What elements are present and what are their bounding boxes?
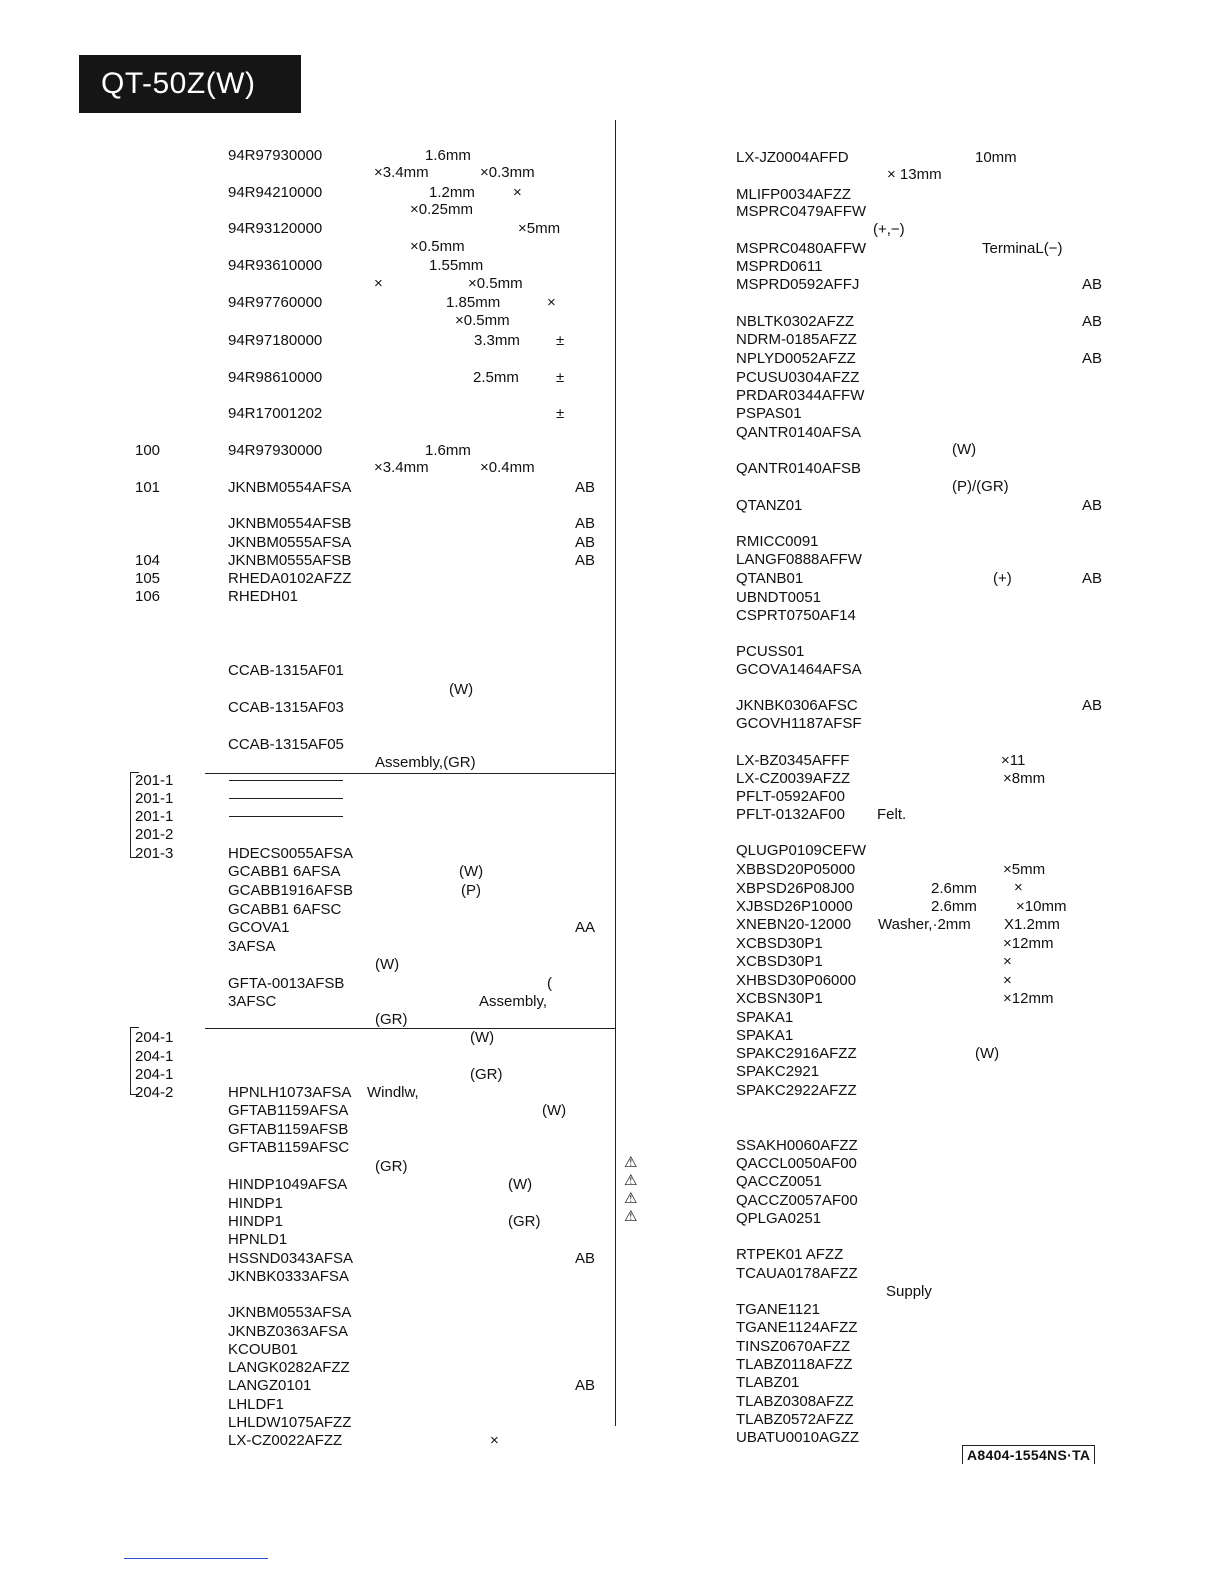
sub-note: X1.2mm [1004,916,1060,933]
part-code: 94R98610000 [228,369,323,386]
part-spec: 1.2mm [429,184,475,201]
sub-note: Assembly,(GR) [375,754,476,771]
part-code: LX-BZ0345AFFF [736,752,850,769]
part-rank: AB [575,515,596,532]
part-code: PCUSS01 [736,643,805,660]
part-code: GCOVA1 [228,919,290,936]
part-spec: (W) [542,1102,567,1119]
section-rule [205,1028,615,1029]
ref-number: 201-1 [135,772,174,789]
part-code: 3AFSC [228,993,277,1010]
part-spec: Felt. [877,806,907,823]
part-code: SPAKC2921 [736,1063,820,1080]
part-spec: 2.5mm [473,369,519,386]
part-code: CCAB-1315AF03 [228,699,344,716]
section-rule [205,773,615,774]
part-code: XBBSD20P05000 [736,861,856,878]
part-spec: 3.3mm [474,332,520,349]
part-spec: (P) [461,882,481,899]
part-spec-2: ×5mm [518,220,561,237]
sub-note: × [374,275,383,292]
part-code: HINDP1 [228,1213,284,1230]
part-code: UBATU0010AGZZ [736,1429,860,1446]
part-code: LANGK0282AFZZ [228,1359,350,1376]
part-code: HPNLD1 [228,1231,288,1248]
part-code: QANTR0140AFSA [736,424,862,441]
part-code: 94R93120000 [228,220,323,237]
part-code: GFTAB1159AFSB [228,1121,349,1138]
part-code: XJBSD26P10000 [736,898,853,915]
part-rank: AB [575,1377,596,1394]
part-code: JKNBZ0363AFSA [228,1323,349,1340]
part-code: QTANB01 [736,570,804,587]
part-spec: 2.6mm [931,880,977,897]
part-rank: AB [1082,313,1103,330]
group-bracket [130,772,139,858]
part-code: LANGF0888AFFW [736,551,862,568]
sub-note: (P)/(GR) [952,478,1009,495]
part-code: CCAB-1315AF01 [228,662,344,679]
part-code: XCBSD30P1 [736,935,823,952]
part-code: HSSND0343AFSA [228,1250,354,1267]
ref-number: 201-1 [135,790,174,807]
part-rank: AB [575,552,596,569]
part-code: MSPRD0611 [736,258,823,275]
part-spec: TerminaL(−) [982,240,1063,257]
part-rank: AB [1082,276,1103,293]
part-spec: 1.6mm [425,442,471,459]
part-code: CCAB-1315AF05 [228,736,344,753]
part-code: GCABB1 6AFSC [228,901,342,918]
part-code: 94R17001202 [228,405,323,422]
part-spec: (W) [508,1176,533,1193]
sub-note: (GR) [375,1158,408,1175]
part-code: GFTA-0013AFSB [228,975,345,992]
part-spec: ×5mm [1003,861,1046,878]
part-code: TLABZ0308AFZZ [736,1393,854,1410]
part-code: 94R97930000 [228,442,323,459]
part-code: TINSZ0670AFZZ [736,1338,851,1355]
part-code: 94R97180000 [228,332,323,349]
part-code: GFTAB1159AFSA [228,1102,349,1119]
ref-number: 204-1 [135,1029,174,1046]
warning-icon: ⚠ [624,1172,638,1189]
part-rank: AB [1082,697,1103,714]
part-code: SPAKC2916AFZZ [736,1045,857,1062]
part-code: 94R94210000 [228,184,323,201]
part-spec: 1.55mm [429,257,484,274]
sub-note: ×3.4mm [374,459,429,476]
part-spec: Windlw, [367,1084,419,1101]
sub-note: ×0.25mm [410,201,473,218]
part-spec: × [1003,953,1012,970]
part-spec: (W) [975,1045,1000,1062]
blank-code-dash [229,816,343,817]
part-spec-2: ± [556,332,565,349]
part-code: QACCZ0051 [736,1173,822,1190]
part-code: GCOVH1187AFSF [736,715,862,732]
part-code: NPLYD0052AFZZ [736,350,856,367]
part-code: JKNBM0555AFSB [228,552,352,569]
group-bracket [130,1027,139,1095]
ref-number: 105 [135,570,161,587]
part-code: XCBSN30P1 [736,990,823,1007]
part-code: HPNLH1073AFSA [228,1084,352,1101]
ref-number: 204-2 [135,1084,174,1101]
part-code: HINDP1049AFSA [228,1176,348,1193]
part-code: JKNBM0554AFSA [228,479,352,496]
sub-note: × 13mm [887,166,942,183]
sub-note: ×0.3mm [480,164,535,181]
part-code: TLABZ0118AFZZ [736,1356,853,1373]
part-code: LX-CZ0022AFZZ [228,1432,343,1449]
part-code: 94R97760000 [228,294,323,311]
part-code: KCOUB01 [228,1341,299,1358]
part-code: JKNBM0555AFSA [228,534,352,551]
sub-note: ×0.5mm [468,275,523,292]
ref-number: 201-1 [135,808,174,825]
part-rank: AB [1082,570,1103,587]
sub-note: ×10mm [1016,898,1067,915]
part-code: QLUGP0109CEFW [736,842,867,859]
ref-number: 101 [135,479,161,496]
footer-rule [124,1558,268,1559]
part-code: QACCL0050AF00 [736,1155,857,1172]
part-code: XNEBN20-12000 [736,916,852,933]
part-spec: (GR) [470,1066,503,1083]
part-code: SPAKA1 [736,1009,794,1026]
sub-note: ×0.5mm [410,238,465,255]
part-code: QPLGA0251 [736,1210,822,1227]
part-code: LHLDF1 [228,1396,284,1413]
part-spec-2: ± [556,369,565,386]
part-code: LX-CZ0039AFZZ [736,770,851,787]
model-title: QT-50Z(W) [79,55,301,113]
part-code: TLABZ01 [736,1374,800,1391]
sub-note: ×0.4mm [480,459,535,476]
ref-number: 204-1 [135,1066,174,1083]
part-code: XHBSD30P06000 [736,972,857,989]
part-code: SPAKC2922AFZZ [736,1082,857,1099]
part-code: XCBSD30P1 [736,953,823,970]
warning-icon: ⚠ [624,1154,638,1171]
part-spec: Assembly, [479,993,548,1010]
part-code: PSPAS01 [736,405,802,422]
part-code: LX-JZ0004AFFD [736,149,849,166]
part-code: 94R93610000 [228,257,323,274]
part-code: TGANE1124AFZZ [736,1319,858,1336]
part-code: MLIFP0034AFZZ [736,186,852,203]
part-code: RMICC0091 [736,533,819,550]
ref-number: 201-3 [135,845,174,862]
part-rank: AB [575,1250,596,1267]
part-code: RHEDA0102AFZZ [228,570,352,587]
part-code: XBPSD26P08J00 [736,880,855,897]
part-rank: AB [575,479,596,496]
part-rank: AB [1082,497,1103,514]
part-code: MSPRC0480AFFW [736,240,867,257]
part-code: PFLT-0592AF00 [736,788,845,805]
part-code: RTPEK01 AFZZ [736,1246,844,1263]
part-code: GCABB1 6AFSA [228,863,341,880]
ref-number: 100 [135,442,161,459]
part-code: PRDAR0344AFFW [736,387,865,404]
part-spec: × [490,1432,499,1449]
ref-number: 204-1 [135,1048,174,1065]
part-spec-2: ± [556,405,565,422]
sub-note: (+,−) [873,221,905,238]
sub-note: (W) [449,681,474,698]
part-spec: (GR) [508,1213,541,1230]
part-spec: 1.6mm [425,147,471,164]
part-code: TGANE1121 [736,1301,820,1318]
part-code: HINDP1 [228,1195,284,1212]
part-spec: (W) [459,863,484,880]
warning-icon: ⚠ [624,1208,638,1225]
part-code: JKNBK0306AFSC [736,697,858,714]
part-code: QANTR0140AFSB [736,460,862,477]
part-spec: ×11 [1001,752,1026,769]
part-spec-2: × [547,294,556,311]
part-code: GCOVA1464AFSA [736,661,862,678]
part-code: LANGZ0101 [228,1377,312,1394]
part-spec-2: × [513,184,522,201]
part-spec: (+) [993,570,1012,587]
document-code: A8404-1554NS·TA [962,1445,1095,1464]
part-code: PFLT-0132AF00 [736,806,845,823]
part-spec: × [1003,972,1012,989]
part-spec: 10mm [975,149,1017,166]
part-code: QACCZ0057AF00 [736,1192,858,1209]
sub-note: Supply [886,1283,932,1300]
part-spec: ×12mm [1003,990,1054,1007]
sub-note: (GR) [375,1011,408,1028]
part-code: NBLTK0302AFZZ [736,313,855,330]
part-code: JKNBK0333AFSA [228,1268,349,1285]
part-spec: ×8mm [1003,770,1046,787]
sub-note: ×0.5mm [455,312,510,329]
part-code: UBNDT0051 [736,589,822,606]
part-spec: (W) [470,1029,495,1046]
ref-number: 104 [135,552,161,569]
sub-note: × [1014,879,1023,896]
part-code: 94R97930000 [228,147,323,164]
part-rank: AB [1082,350,1103,367]
part-code: JKNBM0554AFSB [228,515,352,532]
part-code: MSPRC0479AFFW [736,203,867,220]
part-code: SPAKA1 [736,1027,794,1044]
part-code: QTANZ01 [736,497,803,514]
part-spec: Washer,·2mm [878,916,971,933]
part-code: HDECS0055AFSA [228,845,354,862]
ref-number: 106 [135,588,161,605]
part-code: GFTAB1159AFSC [228,1139,350,1156]
part-code: RHEDH01 [228,588,299,605]
part-code: CSPRT0750AF14 [736,607,856,624]
blank-code-dash [229,798,343,799]
part-code: PCUSU0304AFZZ [736,369,860,386]
part-code: GCABB1916AFSB [228,882,354,899]
part-spec: ×12mm [1003,935,1054,952]
part-spec: 2.6mm [931,898,977,915]
blank-code-dash [229,780,343,781]
sub-note: (W) [375,956,400,973]
sub-note: ×3.4mm [374,164,429,181]
part-code: SSAKH0060AFZZ [736,1137,858,1154]
part-spec-2: ( [547,975,552,992]
ref-number: 201-2 [135,826,174,843]
sub-note: (W) [952,441,977,458]
part-code: JKNBM0553AFSA [228,1304,352,1321]
part-rank: AA [575,919,596,936]
warning-icon: ⚠ [624,1190,638,1207]
part-code: TCAUA0178AFZZ [736,1265,858,1282]
part-spec: 1.85mm [446,294,501,311]
part-code: TLABZ0572AFZZ [736,1411,854,1428]
part-rank: AB [575,534,596,551]
part-code: 3AFSA [228,938,276,955]
part-code: MSPRD0592AFFJ [736,276,860,293]
part-code: LHLDW1075AFZZ [228,1414,352,1431]
part-code: NDRM-0185AFZZ [736,331,857,348]
